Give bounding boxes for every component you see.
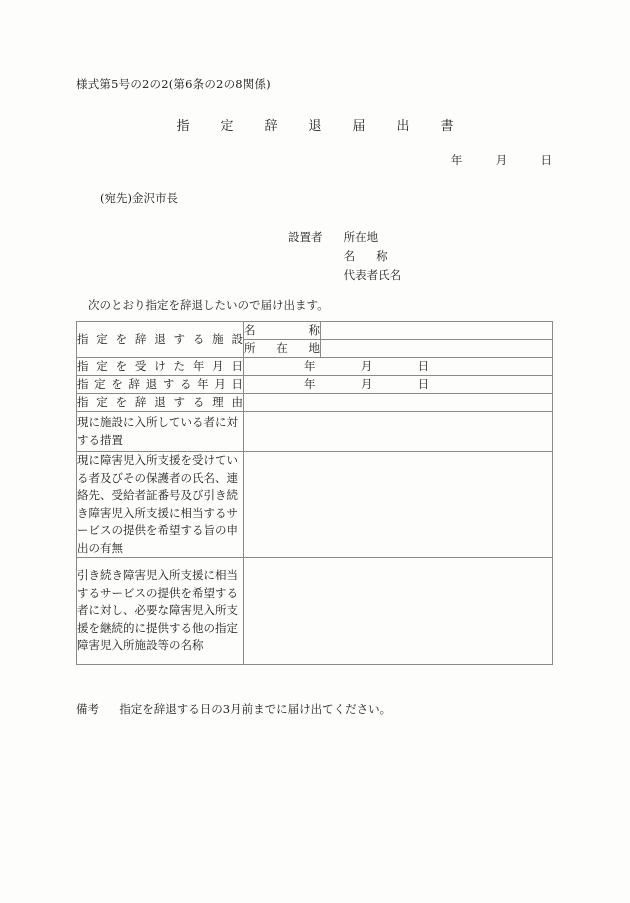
installer-label: 設置者 xyxy=(288,230,323,244)
input-successor-facility[interactable] xyxy=(244,558,553,665)
table-row-successor-facility xyxy=(77,558,553,665)
designation-date-day: 日 xyxy=(417,359,430,373)
withdrawal-date-year: 年 xyxy=(304,377,316,391)
declaration-table xyxy=(76,321,553,665)
installer-address-label: 所在地 xyxy=(343,230,379,244)
form-number: 様式第5号の2の2(第6条の2の8関係) xyxy=(76,77,271,91)
table-row-resident-measures xyxy=(77,412,553,452)
designation-date-month: 月 xyxy=(360,359,373,373)
withdrawal-date-month: 月 xyxy=(360,377,373,391)
addressee: (宛先)金沢市長 xyxy=(100,191,178,205)
installer-name-label: 名 称 xyxy=(343,249,388,263)
input-facility-address[interactable] xyxy=(321,340,553,358)
row-label-withdrawal-reason: 指定を辞退する理由 xyxy=(77,394,244,412)
installer-representative-row xyxy=(288,266,401,285)
installer-representative-label: 代表者氏名 xyxy=(343,268,402,282)
row-label-designation-date: 指定を受けた年月日 xyxy=(77,358,244,376)
row-label-withdrawal-date: 指定を辞退する年月日 xyxy=(77,376,244,394)
input-resident-measures[interactable] xyxy=(244,412,553,452)
footnote xyxy=(76,701,391,717)
table-row-facility-name xyxy=(77,322,553,340)
table-row-designation-date xyxy=(77,358,553,376)
withdrawal-date-day: 日 xyxy=(417,377,430,391)
sublabel-facility-address: 所 在 地 xyxy=(244,340,321,358)
table-row-withdrawal-date xyxy=(77,376,553,394)
date-day-label: 日 xyxy=(540,153,552,167)
row-label-facility: 指定を辞退する施設 xyxy=(77,322,244,358)
document-title: 指 定 辞 退 届 出 書 xyxy=(176,119,463,134)
date-month-label: 月 xyxy=(495,153,508,167)
footnote-label: 備考 xyxy=(76,702,99,716)
input-facility-name[interactable] xyxy=(321,322,553,340)
submission-date-line xyxy=(0,152,552,168)
intro-sentence: 次のとおり指定を辞退したいので届け出ます。 xyxy=(88,298,329,312)
input-withdrawal-date[interactable] xyxy=(244,376,553,394)
footnote-text: 指定を辞退する日の3月前までに届け出てください。 xyxy=(119,702,392,716)
date-year-label: 年 xyxy=(450,153,463,167)
installer-name-row xyxy=(288,247,401,266)
table-row-withdrawal-reason xyxy=(77,394,553,412)
table-row-recipient-details xyxy=(77,452,553,558)
row-label-successor-facility: 引き続き障害児入所支援に相当するサービスの提供を希望する者に対し、必要な障害児入所支援を継続的に提供する他の指定障害児入所施設等の名称 xyxy=(77,558,244,665)
row-label-recipient-details: 現に障害児入所支援を受けている者及びその保護者の氏名、連絡先、受給者証番号及び引き続き障害児入所支援に相当するサービスの提供を希望する旨の申出の有無 xyxy=(77,452,244,558)
row-label-resident-measures: 現に施設に入所している者に対する措置 xyxy=(77,412,244,452)
installer-address-row xyxy=(288,228,401,247)
designation-date-year: 年 xyxy=(304,359,316,373)
input-recipient-details[interactable] xyxy=(244,452,553,558)
installer-block xyxy=(288,228,401,285)
input-designation-date[interactable] xyxy=(244,358,553,376)
input-withdrawal-reason[interactable] xyxy=(244,394,553,412)
sublabel-facility-name: 名 称 xyxy=(244,322,321,340)
